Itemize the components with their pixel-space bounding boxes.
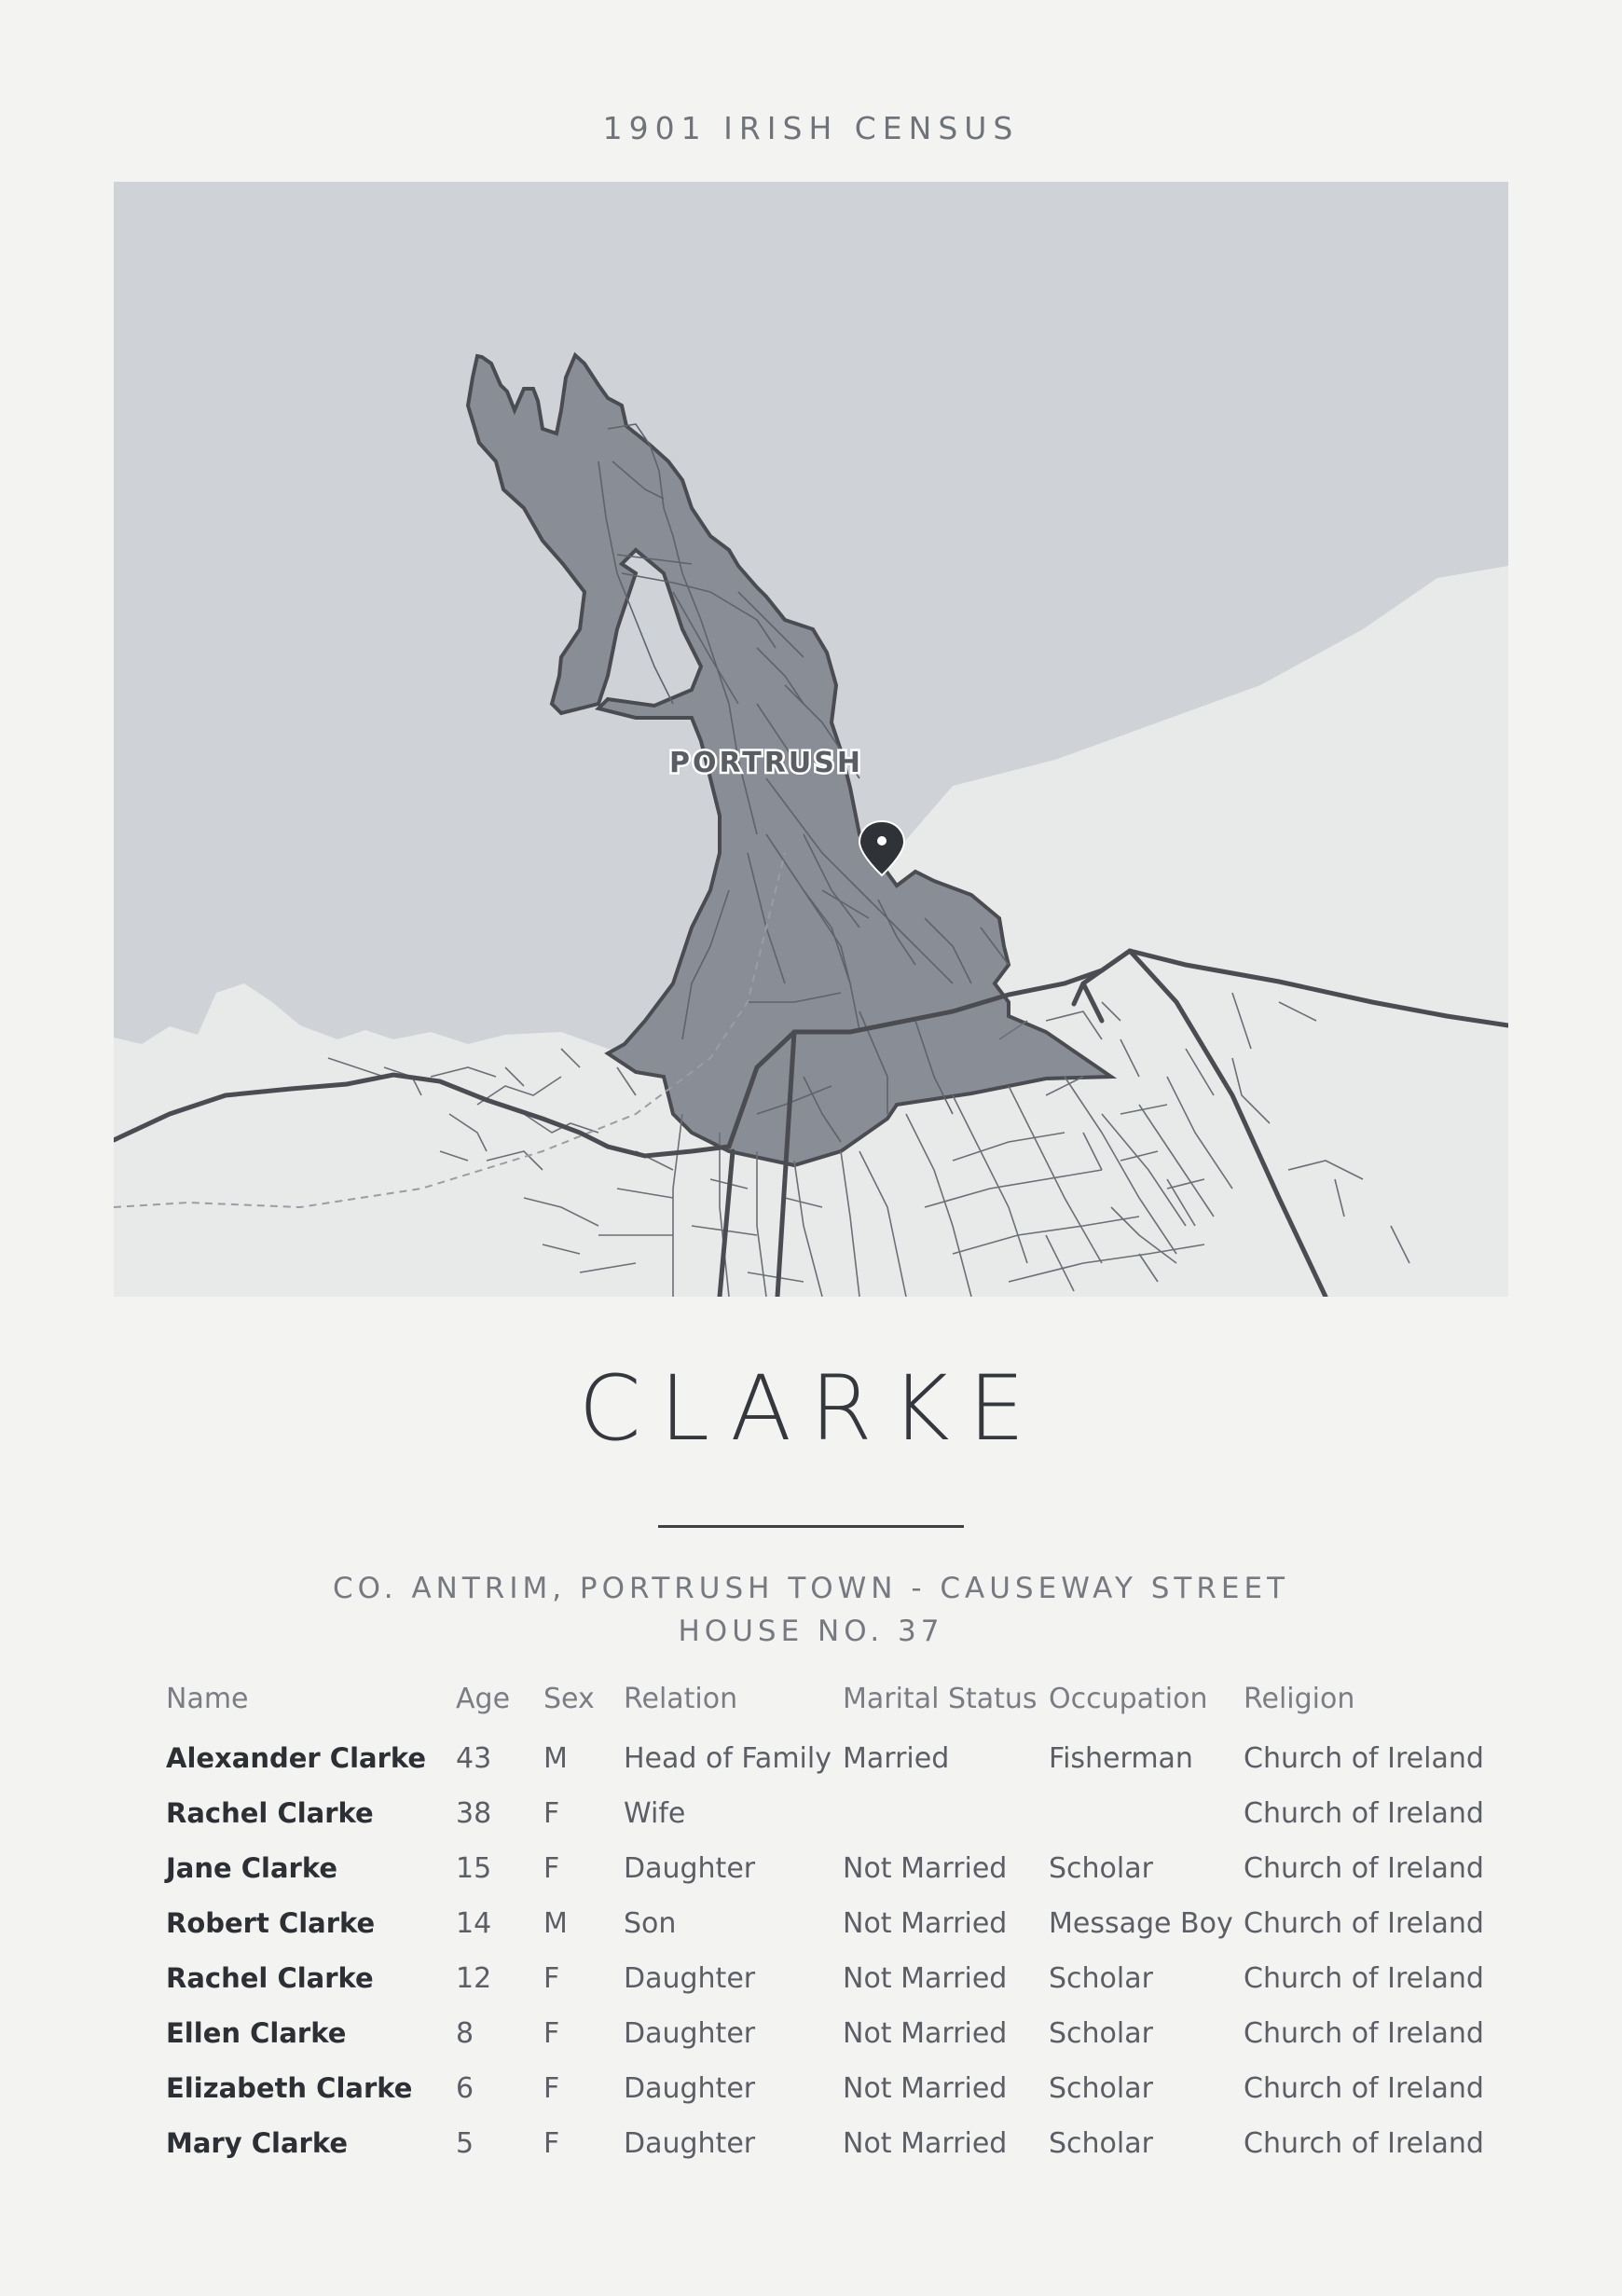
cell-religion: Church of Ireland: [1244, 1797, 1484, 1830]
cell-occupation: [1049, 1797, 1244, 1852]
address-line: CO. ANTRIM, PORTRUSH TOWN - CAUSEWAY STREET: [332, 1572, 1290, 1605]
cell-occupation: Scholar: [1049, 2017, 1153, 2050]
cell-occupation: Message Boy: [1049, 1907, 1233, 1940]
cell-religion: Church of Ireland: [1244, 1962, 1484, 1995]
cell-sex: F: [543, 2127, 560, 2160]
column-header-age: Age: [456, 1683, 511, 1715]
cell-occupation: Scholar: [1049, 2072, 1153, 2105]
cell-relation: Daughter: [624, 1852, 756, 1885]
cell-marital-status: Married: [843, 1742, 950, 1775]
cell-name: Robert Clarke: [166, 1907, 376, 1939]
table-row: [166, 1907, 1484, 1962]
table-row: [166, 2127, 1484, 2182]
cell-sex: F: [543, 1797, 560, 1830]
column-header-name: Name: [166, 1683, 249, 1715]
cell-marital-status: Not Married: [843, 2072, 1008, 2105]
cell-name: Ellen Clarke: [166, 2017, 347, 2049]
cell-name: Elizabeth Clarke: [166, 2072, 413, 2104]
cell-sex: F: [543, 2072, 560, 2105]
census-table: [166, 1683, 1484, 2182]
cell-sex: F: [543, 1852, 560, 1885]
cell-marital-status: Not Married: [843, 1852, 1008, 1885]
cell-marital-status: Not Married: [843, 1962, 1008, 1995]
cell-relation: Head of Family: [624, 1742, 832, 1775]
map-canvas: [114, 182, 1508, 1297]
cell-occupation: Fisherman: [1049, 1742, 1193, 1775]
town-label: PORTRUSH: [669, 747, 863, 779]
column-header-religion: Religion: [1244, 1683, 1355, 1715]
cell-relation: Daughter: [624, 1962, 756, 1995]
column-header-relation: Relation: [624, 1683, 738, 1715]
cell-age: 43: [456, 1742, 492, 1775]
table-row: [166, 2072, 1484, 2127]
cell-religion: Church of Ireland: [1244, 1742, 1484, 1775]
cell-relation: Wife: [624, 1797, 686, 1830]
family-surname: CLARKE: [578, 1356, 1044, 1461]
cell-name: Jane Clarke: [166, 1852, 338, 1884]
column-header-occupation: Occupation: [1049, 1683, 1208, 1715]
cell-sex: F: [543, 1962, 560, 1995]
cell-religion: Church of Ireland: [1244, 1907, 1484, 1940]
table-row: [166, 1962, 1484, 2017]
cell-relation: Daughter: [624, 2017, 756, 2050]
divider: [658, 1525, 964, 1528]
cell-age: 12: [456, 1962, 492, 1995]
cell-religion: Church of Ireland: [1244, 1852, 1484, 1885]
cell-occupation: Scholar: [1049, 2127, 1153, 2160]
column-header-marital-status: Marital Status: [843, 1683, 1038, 1715]
cell-occupation: Scholar: [1049, 1852, 1153, 1885]
cell-age: 38: [456, 1797, 492, 1830]
cell-sex: M: [543, 1907, 568, 1940]
table-row: [166, 1742, 1484, 1797]
cell-relation: Son: [624, 1907, 677, 1940]
cell-relation: Daughter: [624, 2127, 756, 2160]
cell-marital-status: [843, 1797, 1049, 1852]
cell-sex: M: [543, 1742, 568, 1775]
cell-name: Alexander Clarke: [166, 1742, 427, 1774]
cell-relation: Daughter: [624, 2072, 756, 2105]
cell-name: Rachel Clarke: [166, 1797, 374, 1829]
table-row: [166, 1852, 1484, 1907]
cell-occupation: Scholar: [1049, 1962, 1153, 1995]
table-row: [166, 2017, 1484, 2072]
table-header-row: [166, 1683, 1484, 1742]
column-header-sex: Sex: [543, 1683, 595, 1715]
cell-religion: Church of Ireland: [1244, 2127, 1484, 2160]
cell-sex: F: [543, 2017, 560, 2050]
census-title: 1901 IRISH CENSUS: [602, 110, 1020, 146]
table-row: [166, 1797, 1484, 1852]
cell-marital-status: Not Married: [843, 2017, 1008, 2050]
cell-marital-status: Not Married: [843, 2127, 1008, 2160]
cell-name: Mary Clarke: [166, 2127, 348, 2159]
map[interactable]: [114, 182, 1508, 1297]
cell-age: 6: [456, 2072, 474, 2105]
cell-age: 15: [456, 1852, 492, 1885]
cell-marital-status: Not Married: [843, 1907, 1008, 1940]
cell-religion: Church of Ireland: [1244, 2017, 1484, 2050]
cell-age: 8: [456, 2017, 474, 2050]
house-number: HOUSE NO. 37: [678, 1615, 944, 1648]
cell-religion: Church of Ireland: [1244, 2072, 1484, 2105]
cell-age: 14: [456, 1907, 492, 1940]
cell-name: Rachel Clarke: [166, 1962, 374, 1994]
cell-age: 5: [456, 2127, 474, 2160]
